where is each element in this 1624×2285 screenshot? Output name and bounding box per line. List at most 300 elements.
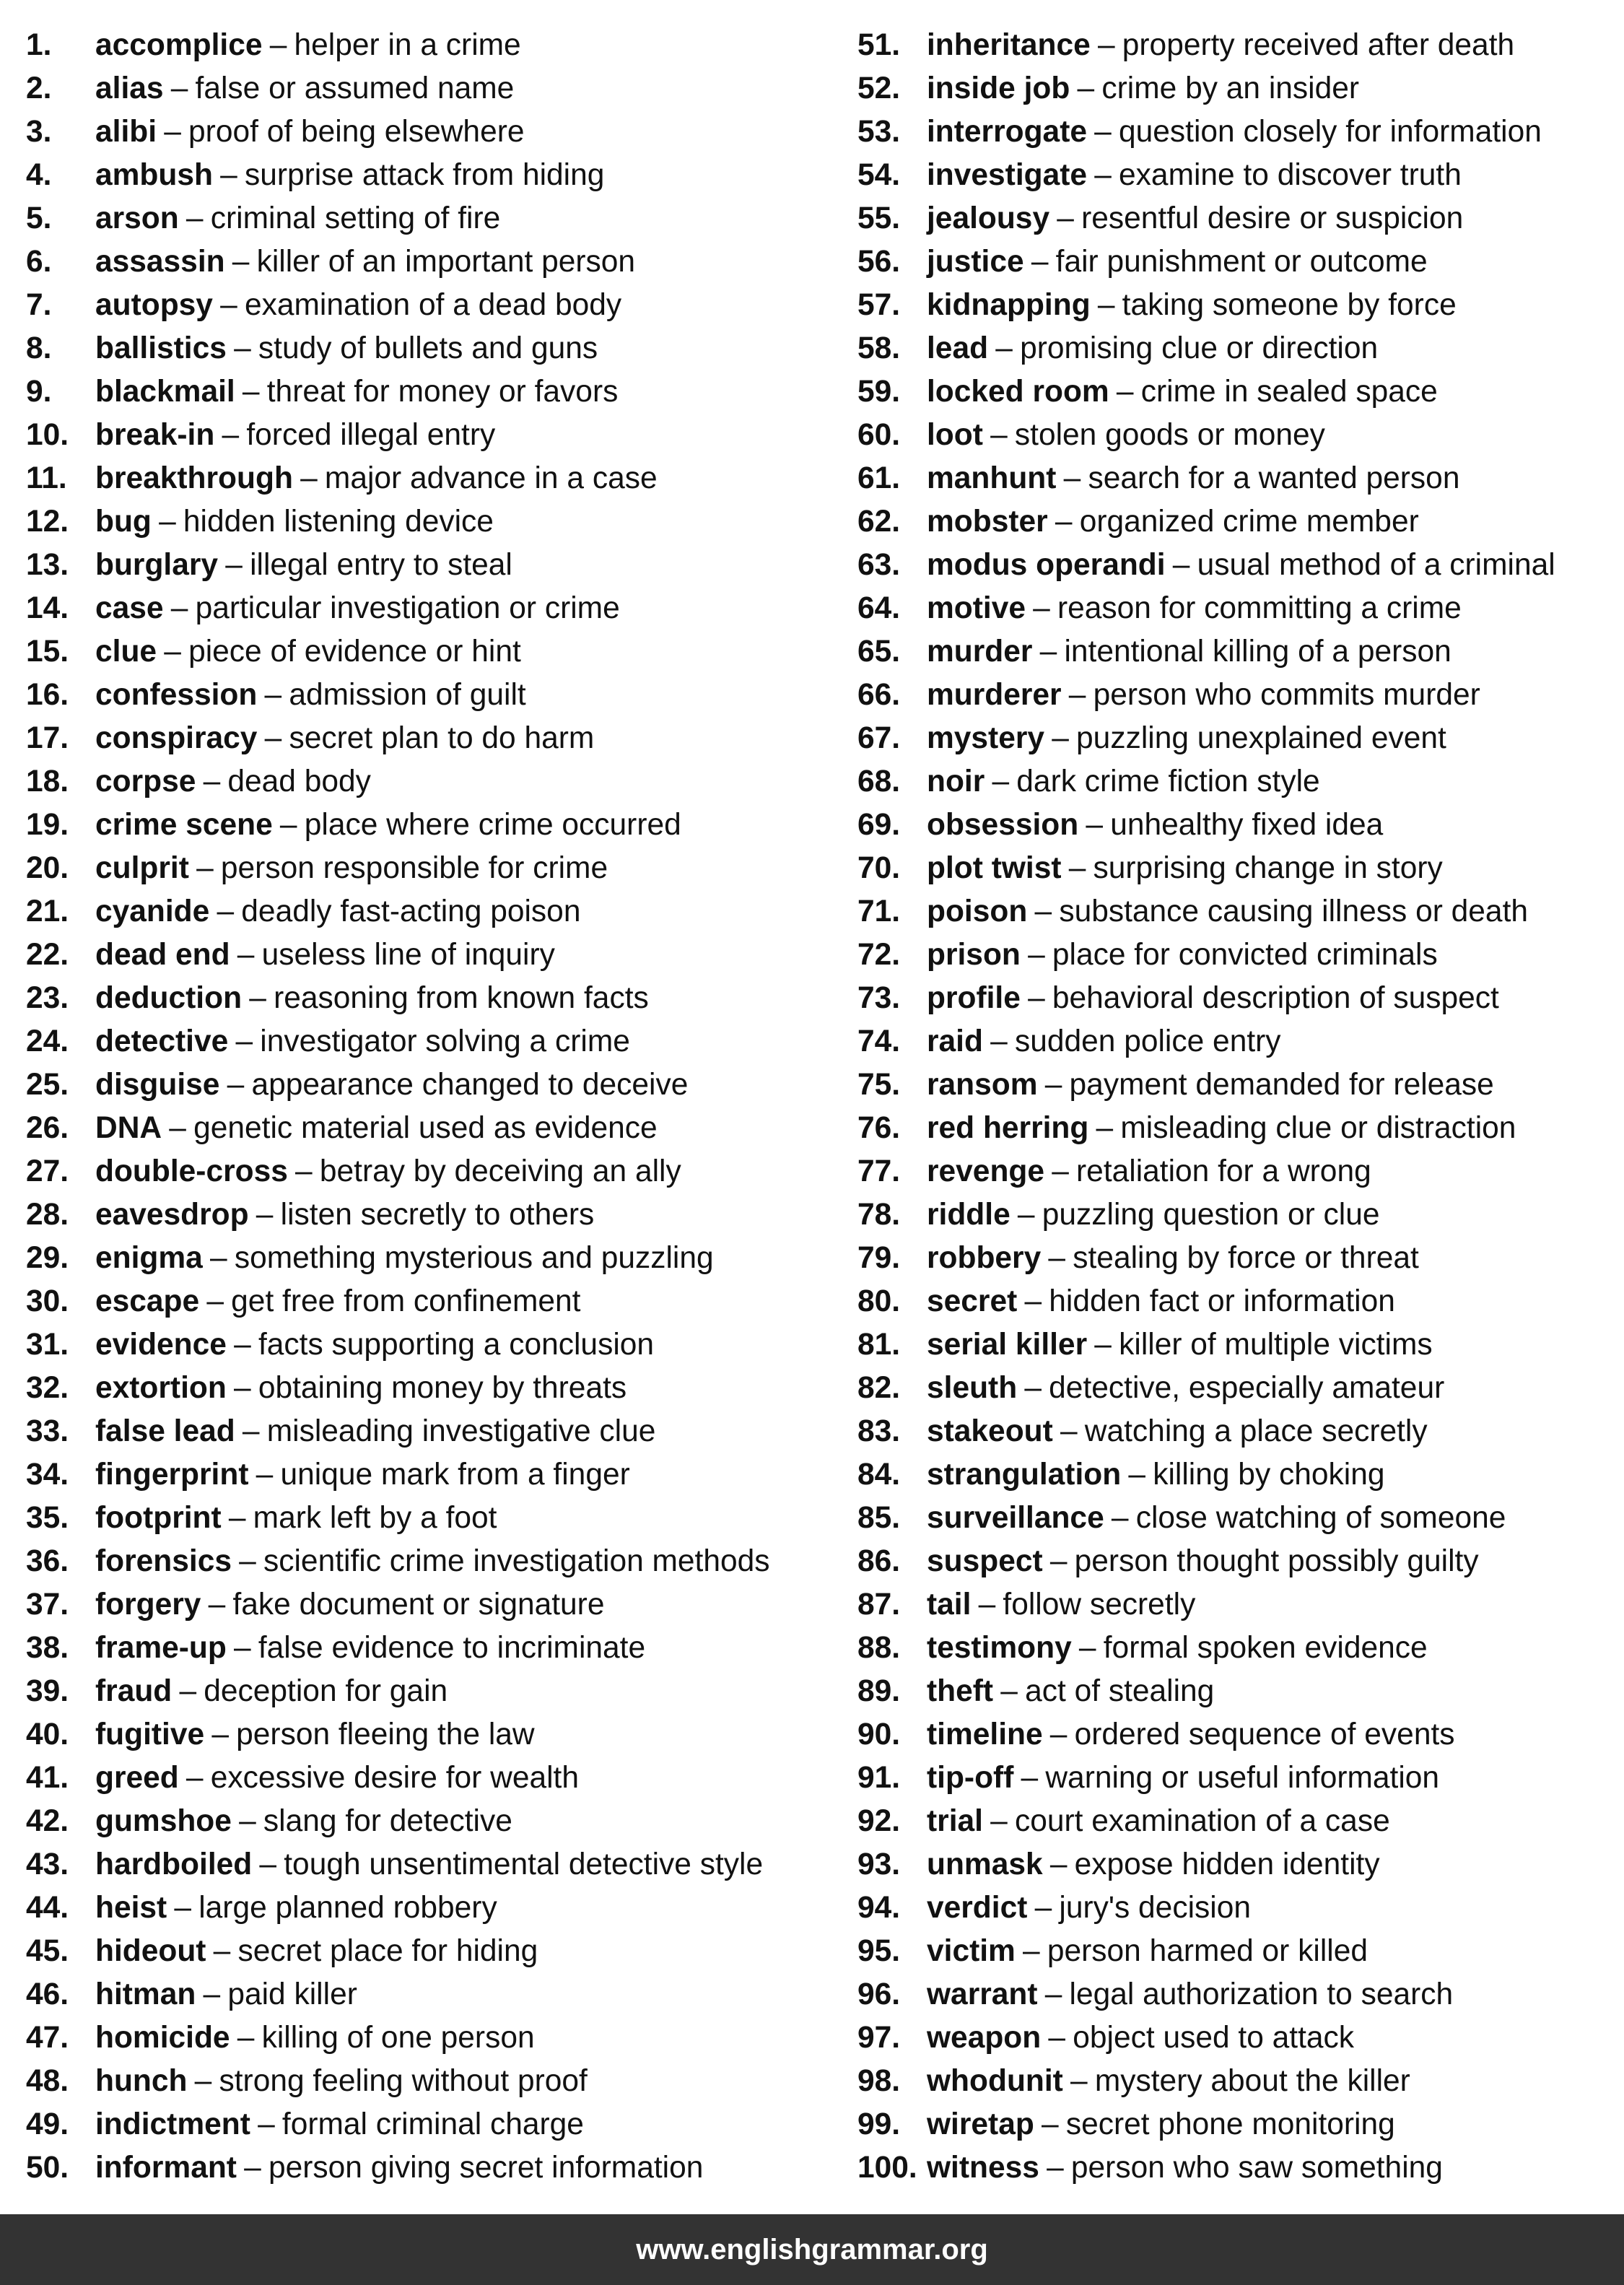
entry-number: 90.	[857, 1718, 901, 1751]
entry-number: 25.	[26, 1068, 69, 1102]
entry-separator: –	[237, 2021, 255, 2055]
entry-definition: act of stealing	[1025, 1674, 1215, 1708]
entry-number: 22.	[26, 938, 69, 972]
vocabulary-entry	[857, 2060, 1615, 2103]
entry-term: confession	[95, 678, 258, 712]
vocabulary-column-right	[857, 24, 1615, 2190]
entry-separator: –	[1078, 1631, 1096, 1665]
entry-number: 30.	[26, 1284, 69, 1318]
entry-term: alias	[95, 71, 164, 105]
entry-number: 14.	[26, 591, 69, 625]
entry-definition: surprising change in story	[1093, 851, 1443, 885]
entry-number: 13.	[26, 548, 69, 582]
entry-term: manhunt	[927, 461, 1057, 495]
vocabulary-entry	[26, 1323, 827, 1367]
entry-definition: property received after death	[1122, 28, 1515, 62]
entry-term: break-in	[95, 418, 215, 452]
entry-number: 27.	[26, 1154, 69, 1188]
entry-separator: –	[234, 331, 251, 365]
entry-term: strangulation	[927, 1458, 1122, 1492]
vocabulary-entry	[26, 587, 827, 630]
entry-definition: betray by deceiving an ally	[319, 1154, 681, 1188]
entry-term: stakeout	[927, 1414, 1053, 1448]
entry-separator: –	[264, 721, 282, 755]
vocabulary-entry	[857, 500, 1615, 544]
entry-number: 9.	[26, 375, 52, 409]
vocabulary-entry	[857, 1453, 1615, 1497]
entry-definition: intentional killing of a person	[1064, 635, 1451, 669]
entry-separator: –	[217, 895, 235, 928]
vocabulary-entry	[26, 1583, 827, 1627]
entry-definition: examination of a dead body	[244, 288, 622, 322]
entry-definition: person giving secret information	[268, 2151, 704, 2185]
entry-term: arson	[95, 201, 179, 235]
vocabulary-entry	[26, 370, 827, 414]
vocabulary-entry	[26, 1627, 827, 1670]
entry-number: 87.	[857, 1588, 901, 1622]
entry-separator: –	[1068, 678, 1086, 712]
entry-term: murder	[927, 635, 1033, 669]
entry-term: timeline	[927, 1718, 1043, 1751]
vocabulary-entry	[857, 587, 1615, 630]
vocabulary-entry	[26, 933, 827, 977]
entry-term: dead end	[95, 938, 230, 972]
entry-definition: dark crime fiction style	[1016, 765, 1320, 798]
entry-separator: –	[1086, 808, 1104, 842]
entry-term: testimony	[927, 1631, 1072, 1665]
entry-number: 94.	[857, 1891, 901, 1925]
vocabulary-entry	[26, 67, 827, 110]
entry-separator: –	[1034, 1891, 1052, 1925]
entry-number: 44.	[26, 1891, 69, 1925]
vocabulary-entry	[857, 847, 1615, 890]
entry-term: riddle	[927, 1198, 1010, 1232]
entry-term: justice	[927, 245, 1024, 279]
entry-definition: facts supporting a conclusion	[258, 1328, 655, 1362]
entry-separator: –	[1057, 201, 1074, 235]
vocabulary-entry	[857, 1627, 1615, 1670]
entry-term: greed	[95, 1761, 179, 1795]
entry-term: unmask	[927, 1847, 1043, 1881]
entry-term: eavesdrop	[95, 1198, 249, 1232]
entry-term: extortion	[95, 1371, 227, 1405]
entry-definition: listen secretly to others	[280, 1198, 595, 1232]
entry-term: crime scene	[95, 808, 273, 842]
entry-term: accomplice	[95, 28, 263, 62]
vocabulary-entry	[857, 1150, 1615, 1193]
entry-number: 41.	[26, 1761, 69, 1795]
entry-term: ambush	[95, 158, 213, 192]
entry-separator: –	[228, 1501, 246, 1535]
entry-term: robbery	[927, 1241, 1042, 1275]
entry-definition: killing by choking	[1153, 1458, 1385, 1492]
entry-number: 8.	[26, 331, 52, 365]
vocabulary-entry	[26, 760, 827, 804]
entry-separator: –	[203, 765, 221, 798]
entry-definition: major advance in a case	[324, 461, 658, 495]
entry-definition: puzzling question or clue	[1042, 1198, 1380, 1232]
entry-definition: formal criminal charge	[281, 2107, 584, 2141]
entry-number: 12.	[26, 505, 69, 539]
entry-term: jealousy	[927, 201, 1050, 235]
entry-number: 29.	[26, 1241, 69, 1275]
entry-definition: something mysterious and puzzling	[234, 1241, 714, 1275]
entry-term: indictment	[95, 2107, 250, 2141]
entry-number: 98.	[857, 2064, 901, 2098]
entry-number: 100.	[857, 2151, 917, 2185]
vocabulary-entry	[857, 1930, 1615, 1973]
entry-term: serial killer	[927, 1328, 1088, 1362]
entry-separator: –	[1094, 158, 1112, 192]
entry-definition: behavioral description of suspect	[1052, 981, 1499, 1015]
entry-number: 79.	[857, 1241, 901, 1275]
entry-number: 67.	[857, 721, 901, 755]
entry-term: suspect	[927, 1544, 1043, 1578]
entry-definition: ordered sequence of events	[1074, 1718, 1455, 1751]
entry-definition: piece of evidence or hint	[188, 635, 521, 669]
entry-term: conspiracy	[95, 721, 258, 755]
entry-definition: genetic material used as evidence	[193, 1111, 658, 1145]
entry-term: hunch	[95, 2064, 188, 2098]
vocabulary-entry	[26, 197, 827, 240]
entry-term: disguise	[95, 1068, 220, 1102]
entry-number: 65.	[857, 635, 901, 669]
entry-number: 18.	[26, 765, 69, 798]
vocabulary-entry	[26, 1280, 827, 1323]
entry-number: 55.	[857, 201, 901, 235]
entry-definition: resentful desire or suspicion	[1081, 201, 1464, 235]
entry-definition: follow secretly	[1003, 1588, 1196, 1622]
entry-separator: –	[990, 1804, 1008, 1838]
entry-definition: search for a wanted person	[1088, 461, 1460, 495]
entry-definition: unique mark from a finger	[280, 1458, 630, 1492]
entry-number: 97.	[857, 2021, 901, 2055]
entry-number: 33.	[26, 1414, 69, 1448]
entry-definition: payment demanded for release	[1069, 1068, 1494, 1102]
entry-number: 38.	[26, 1631, 69, 1665]
entry-separator: –	[222, 418, 240, 452]
entry-separator: –	[992, 765, 1010, 798]
entry-term: forensics	[95, 1544, 232, 1578]
entry-term: gumshoe	[95, 1804, 232, 1838]
entry-definition: hidden listening device	[183, 505, 494, 539]
entry-number: 75.	[857, 1068, 901, 1102]
entry-number: 1.	[26, 28, 52, 62]
entry-definition: puzzling unexplained event	[1076, 721, 1446, 755]
entry-number: 4.	[26, 158, 52, 192]
vocabulary-entry	[26, 1150, 827, 1193]
entry-separator: –	[1049, 1847, 1068, 1881]
entry-term: clue	[95, 635, 157, 669]
vocabulary-entry	[857, 1020, 1615, 1063]
vocabulary-entry	[857, 1497, 1615, 1540]
vocabulary-entry	[857, 1583, 1615, 1627]
entry-definition: secret place for hiding	[237, 1934, 538, 1968]
vocabulary-entry	[857, 1843, 1615, 1886]
vocabulary-entry	[26, 1757, 827, 1800]
vocabulary-entry	[26, 2016, 827, 2060]
entry-number: 59.	[857, 375, 901, 409]
vocabulary-entry	[26, 110, 827, 154]
entry-definition: killer of an important person	[256, 245, 636, 279]
entry-number: 37.	[26, 1588, 69, 1622]
vocabulary-entry	[26, 674, 827, 717]
entry-definition: expose hidden identity	[1074, 1847, 1380, 1881]
entry-number: 78.	[857, 1198, 901, 1232]
entry-number: 5.	[26, 201, 52, 235]
entry-separator: –	[1068, 851, 1086, 885]
entry-term: homicide	[95, 2021, 230, 2055]
entry-definition: question closely for information	[1119, 115, 1542, 149]
entry-separator: –	[1024, 1371, 1042, 1405]
entry-separator: –	[1000, 1674, 1018, 1708]
vocabulary-entry	[857, 2146, 1615, 2190]
vocabulary-entry	[26, 154, 827, 197]
entry-separator: –	[259, 1847, 277, 1881]
vocabulary-entry	[26, 414, 827, 457]
entry-separator: –	[185, 1761, 204, 1795]
entry-separator: –	[170, 71, 188, 105]
vocabulary-entry	[26, 1713, 827, 1757]
entry-number: 20.	[26, 851, 69, 885]
entry-definition: detective, especially amateur	[1049, 1371, 1445, 1405]
entry-number: 26.	[26, 1111, 69, 1145]
entry-definition: stolen goods or money	[1014, 418, 1325, 452]
entry-term: enigma	[95, 1241, 203, 1275]
entry-definition: mystery about the killer	[1094, 2064, 1410, 2098]
entry-definition: useless line of inquiry	[261, 938, 555, 972]
vocabulary-entry	[26, 1930, 827, 1973]
entry-separator: –	[170, 591, 188, 625]
entry-term: red herring	[927, 1111, 1089, 1145]
entry-term: DNA	[95, 1111, 162, 1145]
entry-number: 16.	[26, 678, 69, 712]
entry-separator: –	[196, 851, 214, 885]
vocabulary-entry	[857, 1323, 1615, 1367]
vocabulary-entry	[26, 24, 827, 67]
vocabulary-entry	[857, 544, 1615, 587]
entry-separator: –	[1049, 1718, 1068, 1751]
entry-term: wiretap	[927, 2107, 1034, 2141]
vocabulary-entry	[857, 1713, 1615, 1757]
entry-number: 47.	[26, 2021, 69, 2055]
vocabulary-entry	[26, 1886, 827, 1930]
entry-term: trial	[927, 1804, 983, 1838]
entry-number: 60.	[857, 418, 901, 452]
entry-term: assassin	[95, 245, 225, 279]
entry-term: detective	[95, 1024, 229, 1058]
vocabulary-entry	[857, 933, 1615, 977]
vocabulary-list	[0, 24, 1624, 2190]
entry-number: 49.	[26, 2107, 69, 2141]
entry-number: 91.	[857, 1761, 901, 1795]
entry-separator: –	[1033, 591, 1050, 625]
vocabulary-entry	[26, 2060, 827, 2103]
entry-number: 19.	[26, 808, 69, 842]
vocabulary-entry	[857, 1107, 1615, 1150]
entry-definition: usual method of a criminal	[1197, 548, 1555, 582]
vocabulary-entry	[857, 890, 1615, 933]
vocabulary-entry	[26, 1670, 827, 1713]
entry-term: lead	[927, 331, 989, 365]
entry-number: 63.	[857, 548, 901, 582]
vocabulary-entry	[857, 1280, 1615, 1323]
entry-number: 99.	[857, 2107, 901, 2141]
entry-definition: criminal setting of fire	[210, 201, 501, 235]
entry-definition: place for convicted criminals	[1052, 938, 1438, 972]
entry-definition: obtaining money by threats	[258, 1371, 627, 1405]
vocabulary-entry	[857, 630, 1615, 674]
entry-term: case	[95, 591, 164, 625]
vocabulary-entry	[857, 327, 1615, 370]
vocabulary-entry	[26, 457, 827, 500]
entry-number: 57.	[857, 288, 901, 322]
entry-separator: –	[295, 1154, 313, 1188]
entry-term: whodunit	[927, 2064, 1063, 2098]
entry-term: interrogate	[927, 115, 1087, 149]
entry-definition: secret phone monitoring	[1065, 2107, 1395, 2141]
entry-term: false lead	[95, 1414, 235, 1448]
entry-definition: large planned robbery	[198, 1891, 497, 1925]
entry-number: 92.	[857, 1804, 901, 1838]
vocabulary-entry	[26, 847, 827, 890]
entry-number: 10.	[26, 418, 69, 452]
entry-term: fugitive	[95, 1718, 205, 1751]
entry-number: 88.	[857, 1631, 901, 1665]
entry-separator: –	[220, 288, 237, 322]
entry-separator: –	[978, 1588, 996, 1622]
vocabulary-entry	[857, 1237, 1615, 1280]
entry-number: 76.	[857, 1111, 901, 1145]
entry-term: bug	[95, 505, 152, 539]
entry-separator: –	[1028, 981, 1045, 1015]
entry-number: 46.	[26, 1977, 69, 2011]
entry-term: alibi	[95, 115, 157, 149]
entry-separator: –	[1028, 938, 1045, 972]
entry-term: prison	[927, 938, 1021, 972]
entry-number: 64.	[857, 591, 901, 625]
entry-term: secret	[927, 1284, 1018, 1318]
entry-number: 36.	[26, 1544, 69, 1578]
entry-separator: –	[1077, 71, 1095, 105]
vocabulary-entry	[26, 1843, 827, 1886]
entry-definition: strong feeling without proof	[219, 2064, 588, 2098]
entry-number: 85.	[857, 1501, 901, 1535]
entry-definition: warning or useful information	[1045, 1761, 1440, 1795]
entry-number: 69.	[857, 808, 901, 842]
entry-number: 70.	[857, 851, 901, 885]
vocabulary-entry	[26, 500, 827, 544]
vocabulary-entry	[857, 1410, 1615, 1453]
entry-number: 95.	[857, 1934, 901, 1968]
vocabulary-entry	[857, 110, 1615, 154]
entry-separator: –	[256, 1458, 274, 1492]
entry-definition: surprise attack from hiding	[244, 158, 605, 192]
entry-separator: –	[1094, 115, 1112, 149]
vocabulary-entry	[26, 717, 827, 760]
entry-separator: –	[242, 1414, 260, 1448]
entry-separator: –	[234, 1371, 251, 1405]
entry-definition: helper in a crime	[294, 28, 521, 62]
vocabulary-entry	[26, 1497, 827, 1540]
entry-definition: person thought possibly guilty	[1074, 1544, 1479, 1578]
entry-definition: watching a place secretly	[1084, 1414, 1428, 1448]
vocabulary-entry	[26, 327, 827, 370]
entry-separator: –	[185, 201, 204, 235]
entry-term: mystery	[927, 721, 1045, 755]
entry-number: 21.	[26, 895, 69, 928]
entry-number: 74.	[857, 1024, 901, 1058]
entry-term: loot	[927, 418, 983, 452]
entry-separator: –	[1063, 461, 1081, 495]
entry-separator: –	[244, 2151, 261, 2185]
entry-definition: admission of guilt	[289, 678, 526, 712]
vocabulary-entry	[857, 717, 1615, 760]
entry-term: ballistics	[95, 331, 227, 365]
entry-separator: –	[990, 418, 1008, 452]
entry-number: 56.	[857, 245, 901, 279]
entry-definition: scientific crime investigation methods	[263, 1544, 770, 1578]
entry-number: 53.	[857, 115, 901, 149]
entry-number: 84.	[857, 1458, 901, 1492]
entry-definition: paid killer	[227, 1977, 357, 2011]
entry-definition: proof of being elsewhere	[188, 115, 525, 149]
entry-number: 45.	[26, 1934, 69, 1968]
vocabulary-entry	[26, 284, 827, 327]
vocabulary-entry	[857, 2016, 1615, 2060]
entry-term: ransom	[927, 1068, 1038, 1102]
footer-url[interactable]: www.englishgrammar.org	[636, 2234, 988, 2266]
entry-separator: –	[1017, 1198, 1035, 1232]
entry-term: informant	[95, 2151, 237, 2185]
entry-separator: –	[213, 1934, 231, 1968]
entry-separator: –	[232, 245, 250, 279]
entry-definition: close watching of someone	[1135, 1501, 1506, 1535]
entry-separator: –	[203, 1977, 221, 2011]
entry-definition: hidden fact or information	[1049, 1284, 1395, 1318]
entry-number: 80.	[857, 1284, 901, 1318]
entry-term: hideout	[95, 1934, 206, 1968]
entry-term: cyanide	[95, 895, 210, 928]
entry-term: double-cross	[95, 1154, 288, 1188]
entry-number: 52.	[857, 71, 901, 105]
entry-number: 68.	[857, 765, 901, 798]
vocabulary-entry	[26, 1237, 827, 1280]
vocabulary-entry	[26, 1410, 827, 1453]
entry-definition: substance causing illness or death	[1059, 895, 1529, 928]
entry-separator: –	[1052, 1154, 1069, 1188]
entry-term: witness	[927, 2151, 1039, 2185]
entry-term: hardboiled	[95, 1847, 253, 1881]
entry-definition: taking someone by force	[1122, 288, 1457, 322]
entry-number: 11.	[26, 461, 67, 495]
entry-number: 34.	[26, 1458, 69, 1492]
vocabulary-entry	[26, 1540, 827, 1583]
entry-number: 54.	[857, 158, 901, 192]
entry-term: footprint	[95, 1501, 222, 1535]
vocabulary-entry	[26, 1453, 827, 1497]
entry-definition: forced illegal entry	[246, 418, 496, 452]
entry-number: 77.	[857, 1154, 901, 1188]
entry-definition: crime in sealed space	[1140, 375, 1438, 409]
vocabulary-entry	[26, 890, 827, 933]
entry-term: victim	[927, 1934, 1016, 1968]
entry-separator: –	[164, 115, 181, 149]
entry-term: murderer	[927, 678, 1062, 712]
entry-separator: –	[227, 1068, 245, 1102]
entry-separator: –	[1070, 2064, 1088, 2098]
entry-separator: –	[1094, 1328, 1112, 1362]
